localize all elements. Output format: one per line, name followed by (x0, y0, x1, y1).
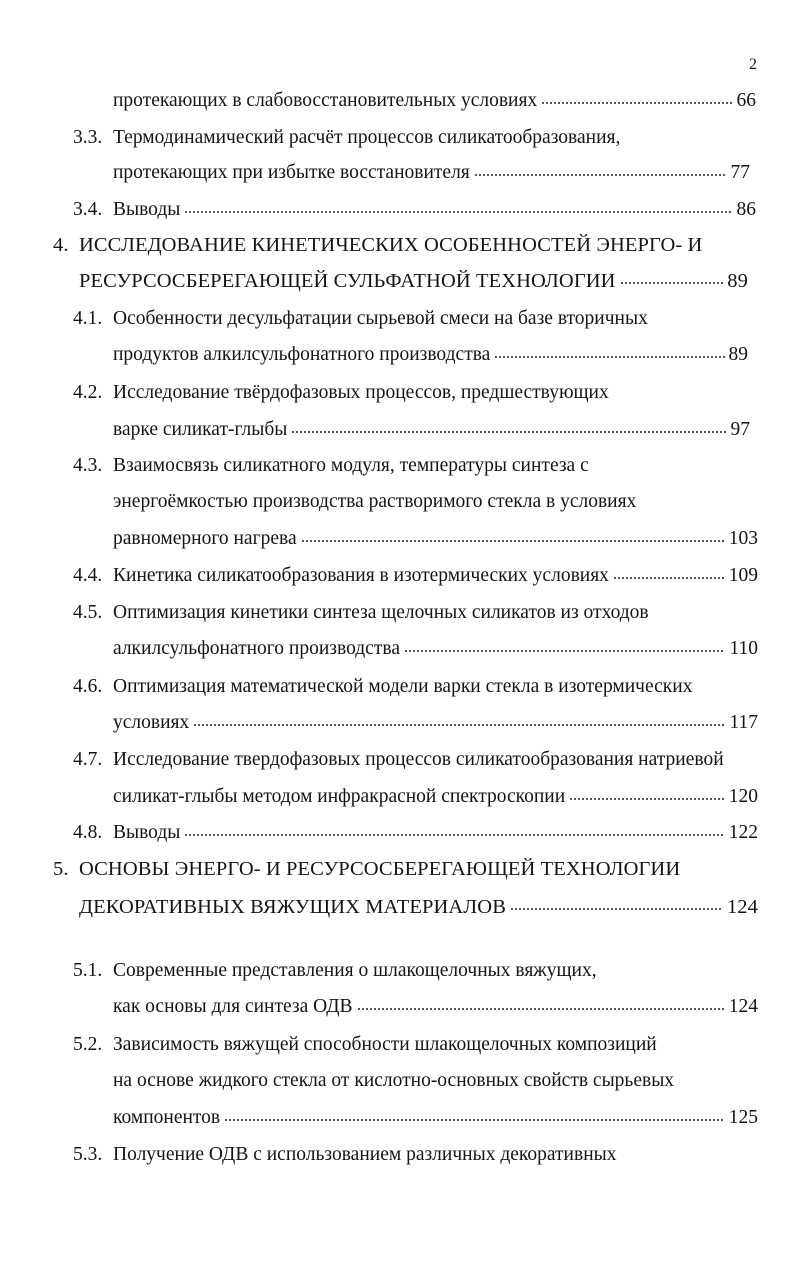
toc-entry-number: 4.5. (73, 602, 103, 623)
toc-entry-text: алкилсульфонатного производства (113, 638, 400, 659)
toc-entry-page: 89 (727, 270, 748, 292)
toc-entry-4-2 (73, 381, 609, 405)
dot-leader (184, 211, 732, 213)
toc-entry-number: 4. (53, 234, 69, 256)
toc-entry-text: энергоёмкостью производства растворимого стекла в условиях (113, 491, 637, 512)
toc-entry-text: Получение ОДВ с использованием различных декоративных (113, 1144, 617, 1165)
toc-entry-text: Особенности десульфатации сырьевой смеси на базе вторичных (113, 308, 648, 329)
toc-entry-4-7 (73, 748, 724, 772)
toc-entry-number: 4.6. (73, 676, 103, 697)
toc-entry-page: 117 (729, 712, 758, 733)
toc-entry-4-6-cont (113, 711, 758, 735)
toc-entry-page: 110 (729, 638, 758, 659)
toc-entry-text: варке силикат-глыбы (113, 419, 288, 440)
toc-entry-text: ИССЛЕДОВАНИЕ КИНЕТИЧЕСКИХ ОСОБЕННОСТЕЙ ЭНЕРГО- И (79, 234, 703, 256)
toc-entry-4-8 (73, 821, 758, 845)
toc-entry-text: Оптимизация математической модели варки стекла в изотермических (113, 676, 693, 697)
toc-entry-3-3-cont (113, 161, 750, 185)
dot-leader (193, 724, 725, 726)
toc-entry-text: как основы для синтеза ОДВ (113, 996, 353, 1017)
toc-entry-text: Исследование твердофазовых процессов силикатообразования натриевой (113, 749, 724, 770)
toc-entry-text: Выводы (113, 199, 181, 220)
toc-entry-page: 103 (728, 528, 758, 549)
toc-entry-text: Кинетика силикатообразования в изотермических условиях (113, 565, 609, 586)
toc-entry-text: силикат-глыбы методом инфракрасной спектроскопии (113, 786, 566, 807)
dot-leader (569, 798, 725, 800)
toc-chapter-5 (53, 857, 680, 881)
dot-leader (620, 282, 724, 284)
toc-entry-text: Оптимизация кинетики синтеза щелочных силикатов из отходов (113, 602, 649, 623)
toc-entry-number: 4.7. (73, 749, 103, 770)
toc-entry-number: 4.3. (73, 455, 103, 476)
dot-leader (184, 834, 724, 836)
dot-leader (613, 577, 725, 579)
toc-entry-4-3-cont-2 (113, 527, 758, 551)
toc-entry-4-7-cont (113, 785, 758, 809)
toc-entry-page: 66 (736, 90, 756, 111)
toc-entry-text: протекающих в слабовосстановительных условиях (113, 90, 538, 111)
toc-entry-text: ОСНОВЫ ЭНЕРГО- И РЕСУРСОСБЕРЕГАЮЩЕЙ ТЕХНОЛОГИИ (79, 858, 681, 880)
dot-leader (357, 1008, 725, 1010)
toc-entry-4-1 (73, 307, 648, 331)
toc-entry-4-2-cont (113, 418, 750, 442)
toc-entry-number: 4.1. (73, 308, 103, 329)
dot-leader (301, 540, 725, 542)
toc-entry-3-3 (73, 126, 620, 150)
toc-entry-page: 97 (730, 419, 750, 440)
toc-entry-5-2 (73, 1033, 657, 1057)
toc-entry-number: 4.2. (73, 382, 103, 403)
toc-entry-text: Современные представления о шлакощелочных вяжущих, (113, 960, 597, 981)
toc-entry-text: Взаимосвязь силикатного модуля, температуры синтеза с (113, 455, 589, 476)
toc-entry-3-2-cont (113, 89, 756, 113)
dot-leader (494, 356, 724, 358)
toc-entry-page: 89 (728, 344, 748, 365)
toc-entry-text: Выводы (113, 822, 181, 843)
toc-entry-page: 86 (736, 199, 756, 220)
toc-entry-page: 124 (728, 996, 758, 1017)
dot-leader (510, 908, 723, 910)
toc-chapter-5-cont (79, 895, 758, 919)
toc-entry-4-5 (73, 601, 649, 625)
toc-entry-text: условиях (113, 712, 190, 733)
toc-entry-page: 122 (728, 822, 758, 843)
toc-chapter-4-cont (79, 269, 748, 293)
toc-entry-text: на основе жидкого стекла от кислотно-основных свойств сырьевых (113, 1070, 675, 1091)
toc-entry-page: 120 (728, 786, 758, 807)
toc-entry-text: равномерного нагрева (113, 528, 297, 549)
toc-entry-number: 5. (53, 858, 69, 880)
dot-leader (404, 650, 726, 652)
toc-entry-text: компонентов (113, 1107, 221, 1128)
toc-entry-5-2-cont-2 (113, 1106, 758, 1130)
toc-chapter-4 (53, 233, 702, 257)
toc-entry-number: 4.4. (73, 565, 103, 586)
toc-entry-text: продуктов алкилсульфонатного производства (113, 344, 491, 365)
page-number: 2 (749, 56, 757, 73)
toc-entry-4-6 (73, 675, 692, 699)
toc-entry-page: 77 (730, 162, 750, 183)
toc-entry-page: 125 (728, 1107, 758, 1128)
toc-entry-text: Зависимость вяжущей способности шлакощелочных композиций (113, 1034, 657, 1055)
toc-entry-number: 5.2. (73, 1034, 103, 1055)
toc-entry-number: 5.3. (73, 1144, 103, 1165)
toc-entry-number: 3.4. (73, 199, 103, 220)
toc-entry-text: протекающих при избытке восстановителя (113, 162, 470, 183)
toc-entry-3-4 (73, 198, 756, 222)
dot-leader (474, 174, 727, 176)
toc-entry-5-3 (73, 1143, 616, 1167)
toc-entry-text: ДЕКОРАТИВНЫХ ВЯЖУЩИХ МАТЕРИАЛОВ (79, 896, 506, 918)
toc-entry-text: Термодинамический расчёт процессов силикатообразования, (113, 127, 621, 148)
toc-entry-number: 4.8. (73, 822, 103, 843)
toc-entry-5-1 (73, 959, 597, 983)
toc-entry-4-3-cont (113, 490, 636, 514)
toc-entry-number: 3.3. (73, 127, 103, 148)
toc-entry-text: РЕСУРСОСБЕРЕГАЮЩЕЙ СУЛЬФАТНОЙ ТЕХНОЛОГИИ (79, 270, 616, 292)
toc-entry-4-1-cont (113, 343, 748, 367)
dot-leader (224, 1119, 725, 1121)
toc-entry-text: Исследование твёрдофазовых процессов, предшествующих (113, 382, 609, 403)
toc-entry-4-3 (73, 454, 589, 478)
toc-entry-4-5-cont (113, 637, 758, 661)
toc-entry-5-1-cont (113, 995, 758, 1019)
toc-entry-4-4 (73, 564, 758, 588)
toc-entry-page: 124 (726, 896, 758, 918)
toc-entry-number: 5.1. (73, 960, 103, 981)
dot-leader (541, 102, 732, 104)
toc-entry-5-2-cont (113, 1069, 674, 1093)
dot-leader (291, 431, 726, 433)
toc-entry-page: 109 (728, 565, 758, 586)
